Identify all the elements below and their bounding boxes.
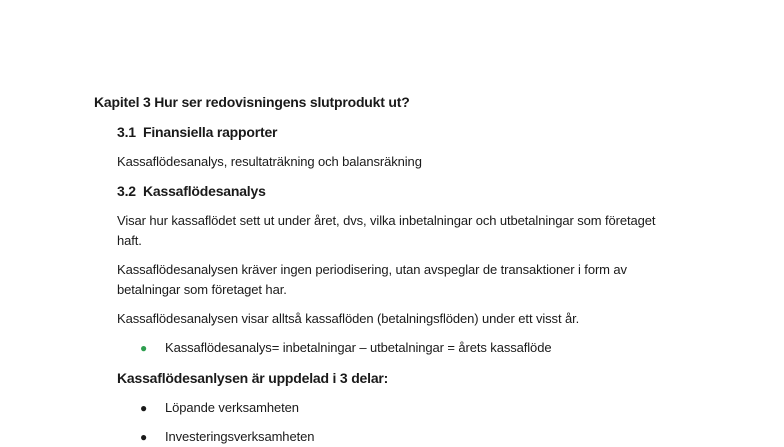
list-item: Löpande verksamheten: [165, 400, 299, 415]
section-heading-3-1: [117, 122, 277, 142]
formula-bullet-text: Kassaflödesanalys= inbetalningar – utbetalningar = årets kassaflöde: [165, 340, 552, 355]
parts-subheading: Kassaflödesanlysen är uppdelad i 3 delar:: [117, 370, 389, 386]
bullet-icon: ●: [140, 430, 148, 444]
paragraph-2-line-1: Kassaflödesanalysen kräver ingen periodisering, utan avspeglar de transaktioner i form av: [117, 262, 627, 277]
list-item: Investeringsverksamheten: [165, 429, 315, 444]
section-1-text: Kassaflödesanalys, resultaträkning och balansräkning: [117, 154, 422, 169]
bullet-icon: ●: [140, 401, 148, 415]
chapter-title: Kapitel 3 Hur ser redovisningens slutprodukt ut?: [94, 94, 410, 110]
paragraph-3: Kassaflödesanalysen visar alltså kassaflöden (betalningsflöden) under ett visst år.: [117, 311, 580, 326]
paragraph-1-line-1: Visar hur kassaflödet sett ut under året, dvs, vilka inbetalningar och utbetalningar som företaget: [117, 213, 656, 228]
paragraph-1-line-2: haft.: [117, 233, 142, 248]
paragraph-2-line-2: betalningar som företaget har.: [117, 282, 287, 297]
section-heading-3-2: [117, 181, 266, 201]
green-bullet-icon: ●: [140, 341, 148, 355]
section-title: Finansiella rapporter: [143, 124, 278, 140]
section-number: 3.2: [117, 183, 136, 199]
section-number: 3.1: [117, 124, 136, 140]
section-title: Kassaflödesanalys: [143, 183, 266, 199]
